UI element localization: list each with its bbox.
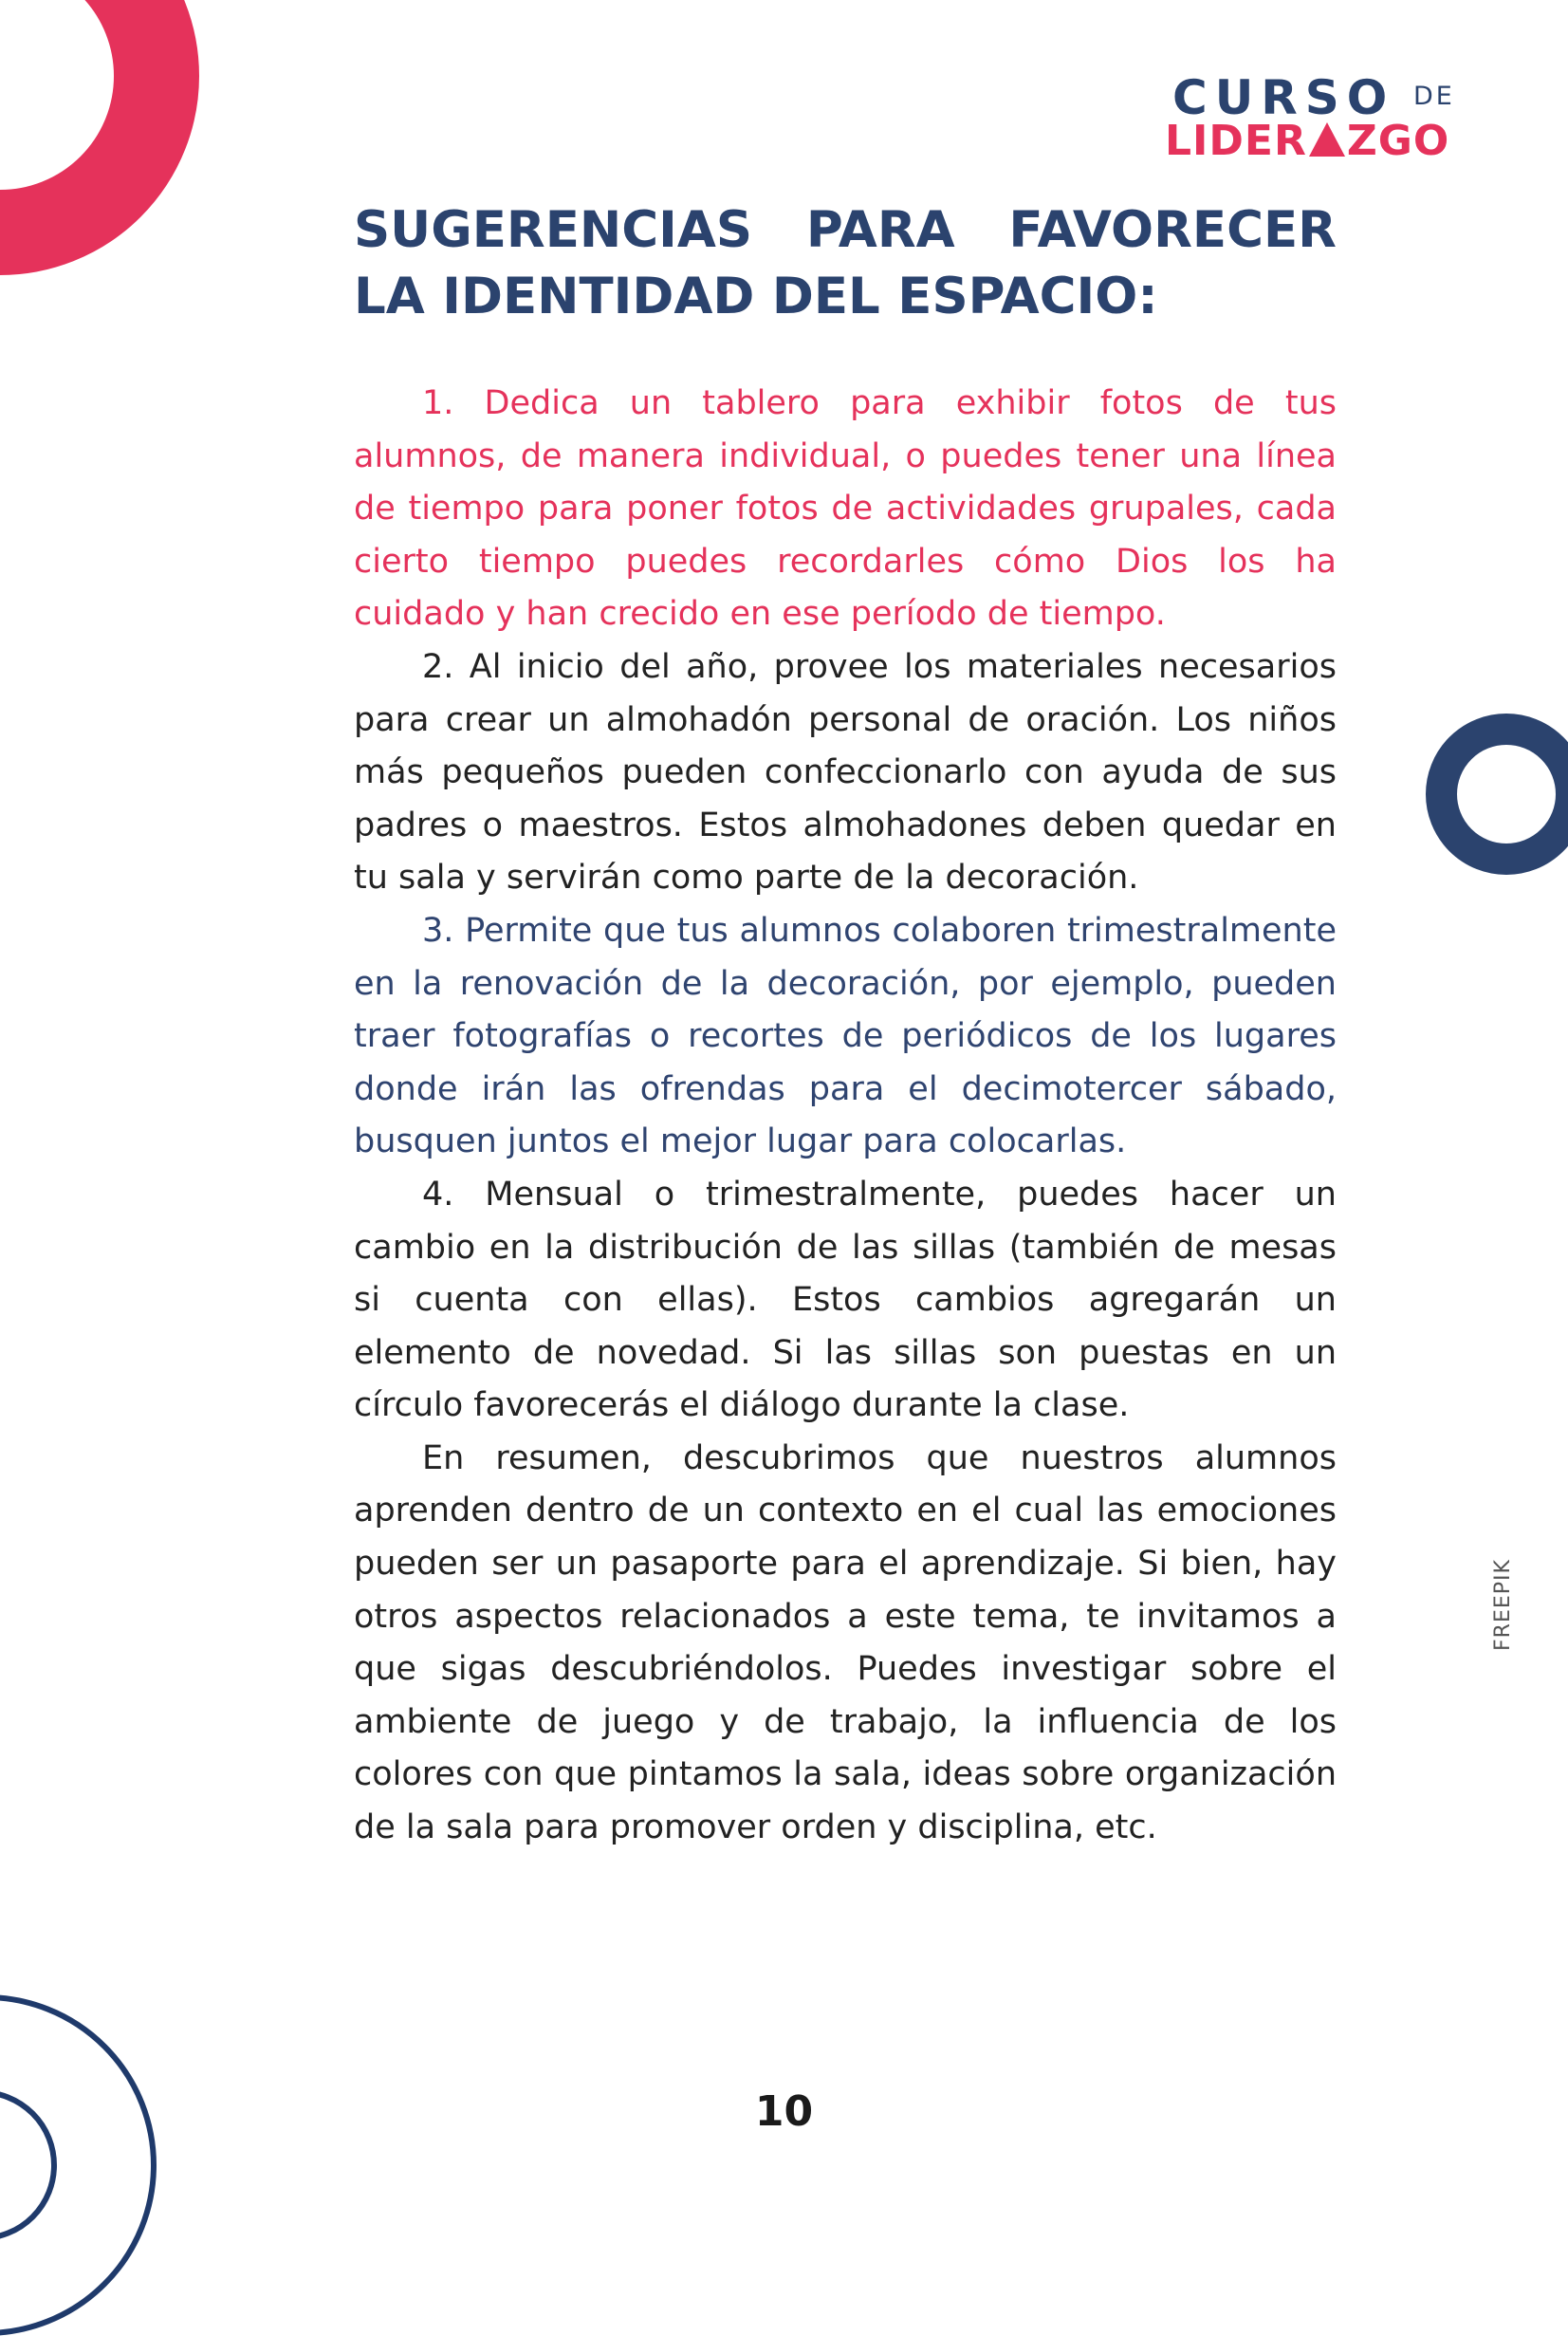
decorative-ring-navy <box>1426 714 1568 875</box>
page-number: 10 <box>754 2087 814 2136</box>
image-credit: FREEPIK <box>1491 1559 1515 1651</box>
logo-lider-part: LIDER <box>1165 117 1307 165</box>
logo-zgo-part: ZGO <box>1346 117 1450 165</box>
suggestion-2: 2. Al inicio del año, provee los materiales necesarios para crear un almohadón personal de oración. Los niños más pequeños pueden confeccionarlo con ayuda de sus padres o maestros. Estos almohadones deben quedar en tu sala y servirán como parte de la decoración. <box>354 647 1337 898</box>
suggestion-3: 3. Permite que tus alumnos colaboren trimestralmente en la renovación de la decoración, por ejemplo, pueden traer fotografías o recortes de periódicos de los lugares donde irán las ofrendas para el decimotercer sábado, busquen juntos el mejor lugar para colocarlas. <box>354 911 1337 1161</box>
page-title-line-1: SUGERENCIAS PARA FAVORECER <box>354 201 1337 259</box>
logo-de-text: DE <box>1413 82 1455 111</box>
suggestion-4: 4. Mensual o trimestralmente, puedes hacer un cambio en la distribución de las sillas (también de mesas si cuenta con ellas). Estos cambios agregarán un elemento de novedad. Si las sillas son puestas en un círculo favorecerás el diálogo durante la clase. <box>354 1175 1337 1425</box>
logo-a-triangle-icon <box>1309 122 1345 157</box>
page-title <box>354 197 1337 330</box>
summary-paragraph: En resumen, descubrimos que nuestros alumnos aprenden dentro de un contexto en el cual las emociones pueden ser un pasaporte para el aprendizaje. Si bien, hay otros aspectos relacionados a este tema, te invitamos a que sigas descubriéndolos. Puedes investigar sobre el ambiente de juego y de trabajo, la influencia de los colores con que pintamos la sala, ideas sobre organización de la sala para promover orden y disciplina, etc. <box>354 1438 1337 1847</box>
logo-liderazgo-text <box>1165 117 1450 165</box>
body-text <box>354 378 1337 1855</box>
suggestion-1: 1. Dedica un tablero para exhibir fotos de tus alumnos, de manera individual, o puedes tener una línea de tiempo para poner fotos de actividades grupales, cada cierto tiempo puedes recordarles cómo Dios los ha cuidado y han crecido en ese período de tiempo. <box>354 384 1337 634</box>
page-title-line-2: LA IDENTIDAD DEL ESPACIO: <box>354 268 1158 325</box>
decorative-ring-red <box>0 0 199 275</box>
logo-curso-text: CURSO <box>1172 70 1395 125</box>
course-logo <box>1165 70 1468 165</box>
